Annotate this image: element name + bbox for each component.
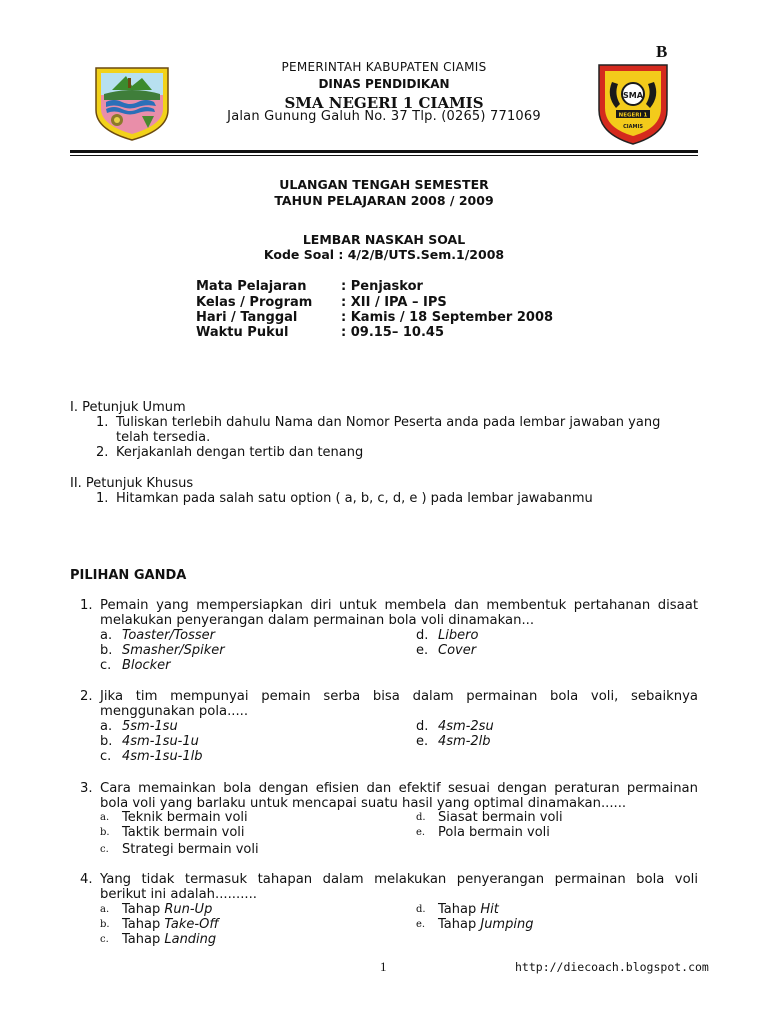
option-letter: a. xyxy=(100,628,113,643)
option-text: Hit xyxy=(480,902,499,917)
meta-value: : 09.15– 10.45 xyxy=(341,325,444,340)
general-item-text: Kerjakanlah dengan tertib dan tenang xyxy=(116,445,364,460)
general-item-text: Tuliskan terlebih dahulu Nama dan Nomor Peserta anda pada lembar jawaban yang xyxy=(116,415,661,430)
option-text: Cover xyxy=(438,643,477,658)
option-letter: c. xyxy=(100,658,112,673)
option-text: 4sm-2lb xyxy=(438,734,491,749)
option-text: Siasat bermain voli xyxy=(438,810,563,825)
option-text: Libero xyxy=(438,628,479,643)
option-text: Teknik bermain voli xyxy=(122,810,248,825)
option-text: Toaster/Tosser xyxy=(122,628,216,643)
option-text: Smasher/Spiker xyxy=(122,643,225,658)
option-text: 4sm-1su-1lb xyxy=(122,749,203,764)
meta-value: : Penjaskor xyxy=(341,279,423,294)
option-letter: c. xyxy=(100,749,112,764)
option-letter: b. xyxy=(100,827,110,838)
option-text: 4sm-1su-1u xyxy=(122,734,199,749)
option-text: Jumping xyxy=(480,917,534,932)
option-letter: b. xyxy=(100,643,113,658)
option-letter: e. xyxy=(416,919,426,930)
section-title: PILIHAN GANDA xyxy=(70,568,187,583)
option-text: Pola bermain voli xyxy=(438,825,550,840)
specific-item-number: 1. xyxy=(96,491,109,506)
question-number: 1. xyxy=(80,598,93,613)
option-letter: c. xyxy=(100,844,109,855)
option-letter: a. xyxy=(100,812,110,823)
specific-instructions-title: II. Petunjuk Khusus xyxy=(70,476,194,491)
question-number: 2. xyxy=(80,689,93,704)
exam-variant: B xyxy=(656,42,668,61)
meta-label: Mata Pelajaran xyxy=(196,279,307,294)
header-address: Jalan Gunung Galuh No. 37 Tlp. (0265) 771069 xyxy=(227,109,541,124)
option-text: Blocker xyxy=(122,658,171,673)
option-text: 5sm-1su xyxy=(122,719,178,734)
option-text: Strategi bermain voli xyxy=(122,842,259,857)
question-text-cont: bola voli yang barlaku untuk mencapai suatu hasil yang optimal dinamakan...... xyxy=(100,796,627,811)
option-letter: d. xyxy=(416,812,426,823)
option-letter: d. xyxy=(416,904,426,915)
header-divider-thick xyxy=(70,150,698,153)
option-prefix: Tahap xyxy=(438,917,481,932)
option-letter: e. xyxy=(416,643,429,658)
exam-year: TAHUN PELAJARAN 2008 / 2009 xyxy=(274,193,494,208)
option-letter: e. xyxy=(416,827,426,838)
option-text: Landing xyxy=(164,932,217,947)
option-prefix: Tahap xyxy=(438,902,481,917)
school-crest-logo xyxy=(596,62,670,146)
option-letter: d. xyxy=(416,719,429,734)
page-number: 1 xyxy=(380,959,387,974)
sheet-title: LEMBAR NASKAH SOAL xyxy=(302,232,466,247)
question-text: Yang tidak termasuk tahapan dalam melakukan penyerangan permainan bola voli xyxy=(100,872,698,887)
general-item-text-cont: telah tersedia. xyxy=(116,430,211,445)
specific-item-text: Hitamkan pada salah satu option ( a, b, c, d, e ) pada lembar jawabanmu xyxy=(116,491,593,506)
exam-title: ULANGAN TENGAH SEMESTER xyxy=(279,177,489,192)
option-letter: e. xyxy=(416,734,429,749)
question-text-cont: menggunakan pola..... xyxy=(100,704,249,719)
option-prefix: Tahap xyxy=(122,902,165,917)
crest-sma-text: SMA xyxy=(623,91,643,100)
meta-value: : XII / IPA – IPS xyxy=(341,295,447,310)
meta-label: Kelas / Program xyxy=(196,295,313,310)
question-number: 4. xyxy=(80,872,93,887)
option-prefix: Tahap xyxy=(122,917,165,932)
crest-caption: NEGERI 1 xyxy=(618,112,648,119)
option-letter: a. xyxy=(100,904,110,915)
crest-bottom-text: CIAMIS xyxy=(623,124,643,130)
question-text: Pemain yang mempersiapkan diri untuk membela dan membentuk pertahanan disaat xyxy=(100,598,698,613)
option-letter: b. xyxy=(100,919,110,930)
header-school-name: SMA NEGERI 1 CIAMIS xyxy=(284,94,484,112)
option-text: Taktik bermain voli xyxy=(122,825,245,840)
option-letter: c. xyxy=(100,934,109,945)
meta-label: Waktu Pukul xyxy=(196,325,289,340)
option-letter: b. xyxy=(100,734,113,749)
meta-label: Hari / Tanggal xyxy=(196,310,298,325)
option-prefix: Tahap xyxy=(122,932,165,947)
header-department: DINAS PENDIDIKAN xyxy=(318,77,450,91)
header-divider-thin xyxy=(70,155,698,156)
option-text: Run-Up xyxy=(164,902,213,917)
question-number: 3. xyxy=(80,781,93,796)
question-text: Cara memainkan bola dengan efisien dan efektif sesuai dengan peraturan permainan xyxy=(100,781,698,796)
footer-url[interactable]: http://diecoach.blogspot.com xyxy=(515,960,709,974)
question-text-cont: berikut ini adalah.......... xyxy=(100,887,257,902)
option-text: Take-Off xyxy=(164,917,219,932)
question-text-cont: melakukan penyerangan dalam permainan bola voli dinamakan... xyxy=(100,613,535,628)
general-item-number: 1. xyxy=(96,415,109,430)
question-text: Jika tim mempunyai pemain serba bisa dalam permainan bola voli, sebaiknya xyxy=(100,689,698,704)
meta-value: : Kamis / 18 September 2008 xyxy=(341,310,554,325)
general-instructions-title: I. Petunjuk Umum xyxy=(70,400,186,415)
header-government: PEMERINTAH KABUPATEN CIAMIS xyxy=(281,60,487,74)
option-text: 4sm-2su xyxy=(438,719,494,734)
general-item-number: 2. xyxy=(96,445,109,460)
option-letter: a. xyxy=(100,719,113,734)
exam-code: Kode Soal : 4/2/B/UTS.Sem.1/2008 xyxy=(263,247,505,262)
option-letter: d. xyxy=(416,628,429,643)
